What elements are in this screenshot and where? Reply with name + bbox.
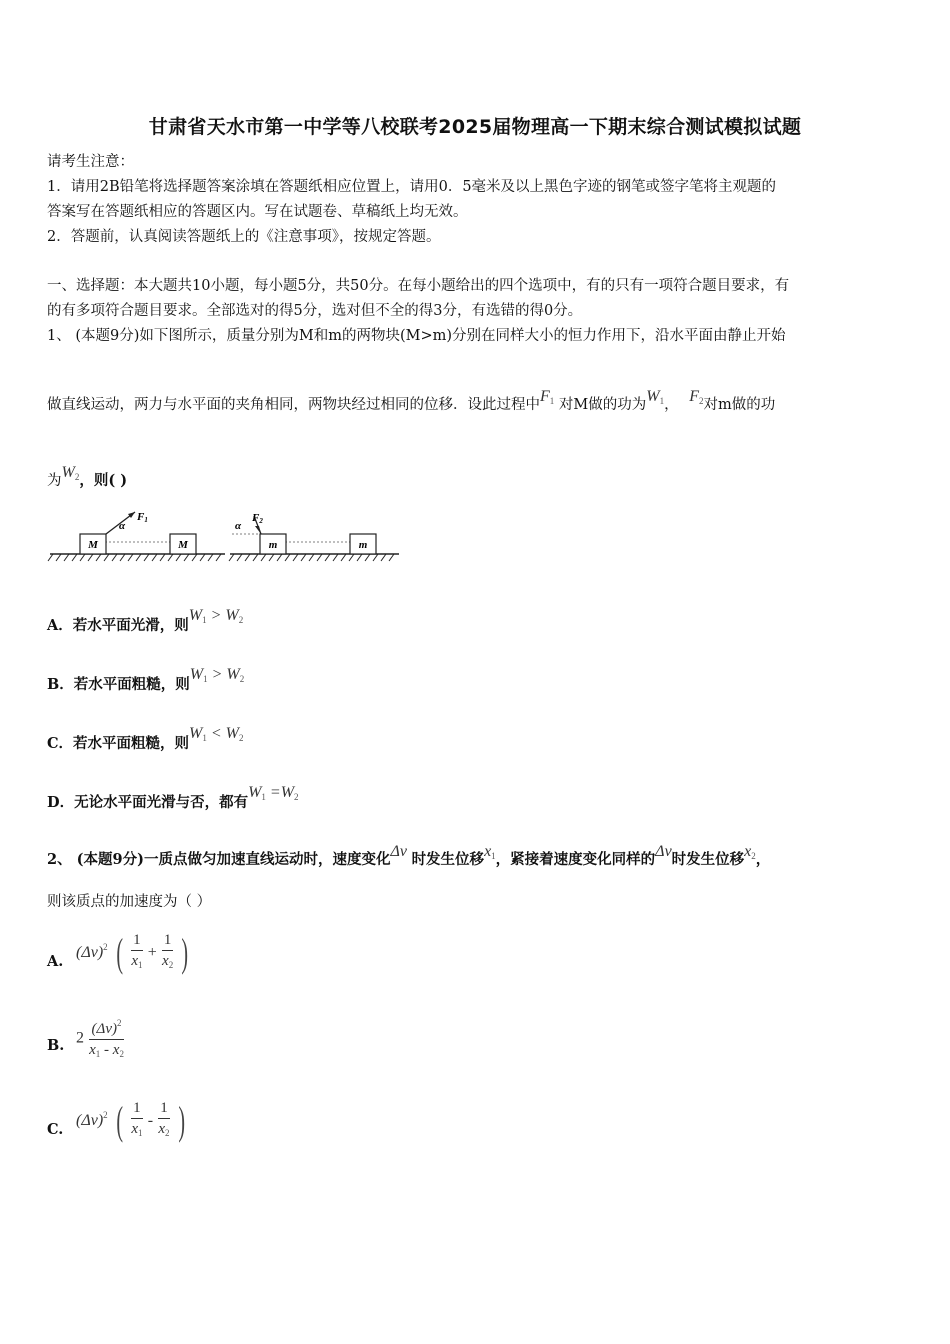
q1-figure — [47, 505, 402, 565]
notice-item-2: 2．答题前，认真阅读答题纸上的《注意事项》，按规定答题。 — [47, 229, 441, 245]
angle-alpha-right: α — [235, 520, 242, 532]
force-f1-label: F1 — [137, 511, 148, 524]
block-M-start-label: M — [88, 539, 98, 551]
q2-option-a-label[interactable]: A. — [47, 953, 64, 970]
q2-option-b-label[interactable]: B. — [47, 1037, 65, 1054]
q1-option-d[interactable]: D．无论水平面光滑与否，都有$W_1 =W_2$ — [47, 784, 299, 811]
notice-item-1-line-2: 答案写在答题纸相应的答题区内。写在试题卷、草稿纸上均无效。 — [47, 204, 468, 220]
q2-line-2: 则该质点的加速度为（ ） — [47, 894, 212, 910]
section-1-line-2: 的有多项符合题目要求。全部选对的得5分，选对但不全的得3分，有选错的得0分。 — [47, 303, 583, 319]
q2-option-b-formula: 2 $\frac{(\Delta v)^2}{x_1 - x_2}$ — [76, 1013, 124, 1064]
f1-symbol: $F_1$ — [540, 388, 555, 406]
q1-option-c[interactable]: C．若水平面粗糙，则$W_1 < W_2$ — [47, 725, 244, 752]
q1-option-d-math: $W_1 =W_2$ — [248, 784, 299, 802]
q1-line-3: 为$W_2$，则( ) — [47, 464, 128, 489]
force-f2-label: F2 — [252, 512, 263, 525]
left-ground — [48, 554, 225, 561]
q2-option-a-formula: $(\Delta v)^2$ ( $\frac{1}{x_1}$ + $\frac{1}{x_2}$ ) — [76, 930, 189, 975]
q1-option-a-math: $W_1 > W_2$ — [188, 607, 244, 625]
notice-heading: 请考生注意： — [47, 154, 134, 170]
w1-symbol: $W_1$ — [646, 388, 665, 406]
delta-v-symbol: Δv — [390, 843, 407, 860]
notice-item-1-line-1: 1．请用2B铅笔将选择题答案涂填在答题纸相应位置上，请用0．5毫米及以上黑色字迹的钢笔或签字笔将主观题的 — [47, 179, 777, 195]
q1-option-b-math: $W_1 > W_2$ — [189, 666, 245, 684]
block-m-start-label: m — [268, 539, 278, 551]
x2-symbol: $x_2$ — [744, 843, 756, 861]
q1-option-a[interactable]: A．若水平面光滑，则$W_1 > W_2$ — [47, 607, 244, 634]
w2-symbol: $W_2$ — [61, 464, 80, 482]
q2-option-c-label[interactable]: C. — [47, 1121, 64, 1138]
q2-line-1: 2、 (本题9分)一质点做匀加速直线运动时，速度变化Δv 时发生位移$x_1$，紧接着速度变化同样的Δv时发生位移$x_2$， — [47, 843, 771, 868]
f2-symbol: $F_2$ — [689, 388, 704, 406]
angle-alpha-left: α — [119, 520, 126, 532]
section-1-line-1: 一、选择题：本大题共10小题，每小题5分，共50分。在每小题给出的四个选项中，有的只有一项符合题目要求，有 — [47, 278, 790, 294]
q2-option-c-formula: $(\Delta v)^2$ ( $\frac{1}{x_1}$ - $\frac{1}{x_2}$ ) — [76, 1098, 185, 1143]
q1-line-2: 做直线运动，两力与水平面的夹角相同，两物块经过相同的位移．设此过程中$F_1$ 对M做的功为$W_1$， $F_2$对m做的功 — [47, 388, 776, 413]
q1-line-1: 1、 (本题9分)如下图所示，质量分别为M和m的两物块(M>m)分别在同样大小的恒力作用下，沿水平面由静止开始 — [47, 328, 786, 344]
block-M-end-label: M — [178, 539, 188, 551]
x1-symbol: $x_1$ — [484, 843, 496, 861]
q1-option-b[interactable]: B．若水平面粗糙，则$W_1 > W_2$ — [47, 666, 245, 693]
right-ground — [229, 554, 399, 561]
delta-v-symbol-2: Δv — [655, 843, 672, 860]
q1-line-2-text-b: 对M做的功为 — [558, 397, 647, 413]
page-title: 甘肃省天水市第一中学等八校联考2025届物理高一下期末综合测试模拟试题 — [148, 116, 802, 138]
q1-line-2-text-a: 做直线运动，两力与水平面的夹角相同，两物块经过相同的位移．设此过程中 — [47, 397, 540, 413]
block-m-end-label: m — [358, 539, 368, 551]
q1-option-c-math: $W_1 < W_2$ — [189, 725, 244, 743]
q1-line-2-text-d: 对m做的功 — [703, 397, 776, 413]
